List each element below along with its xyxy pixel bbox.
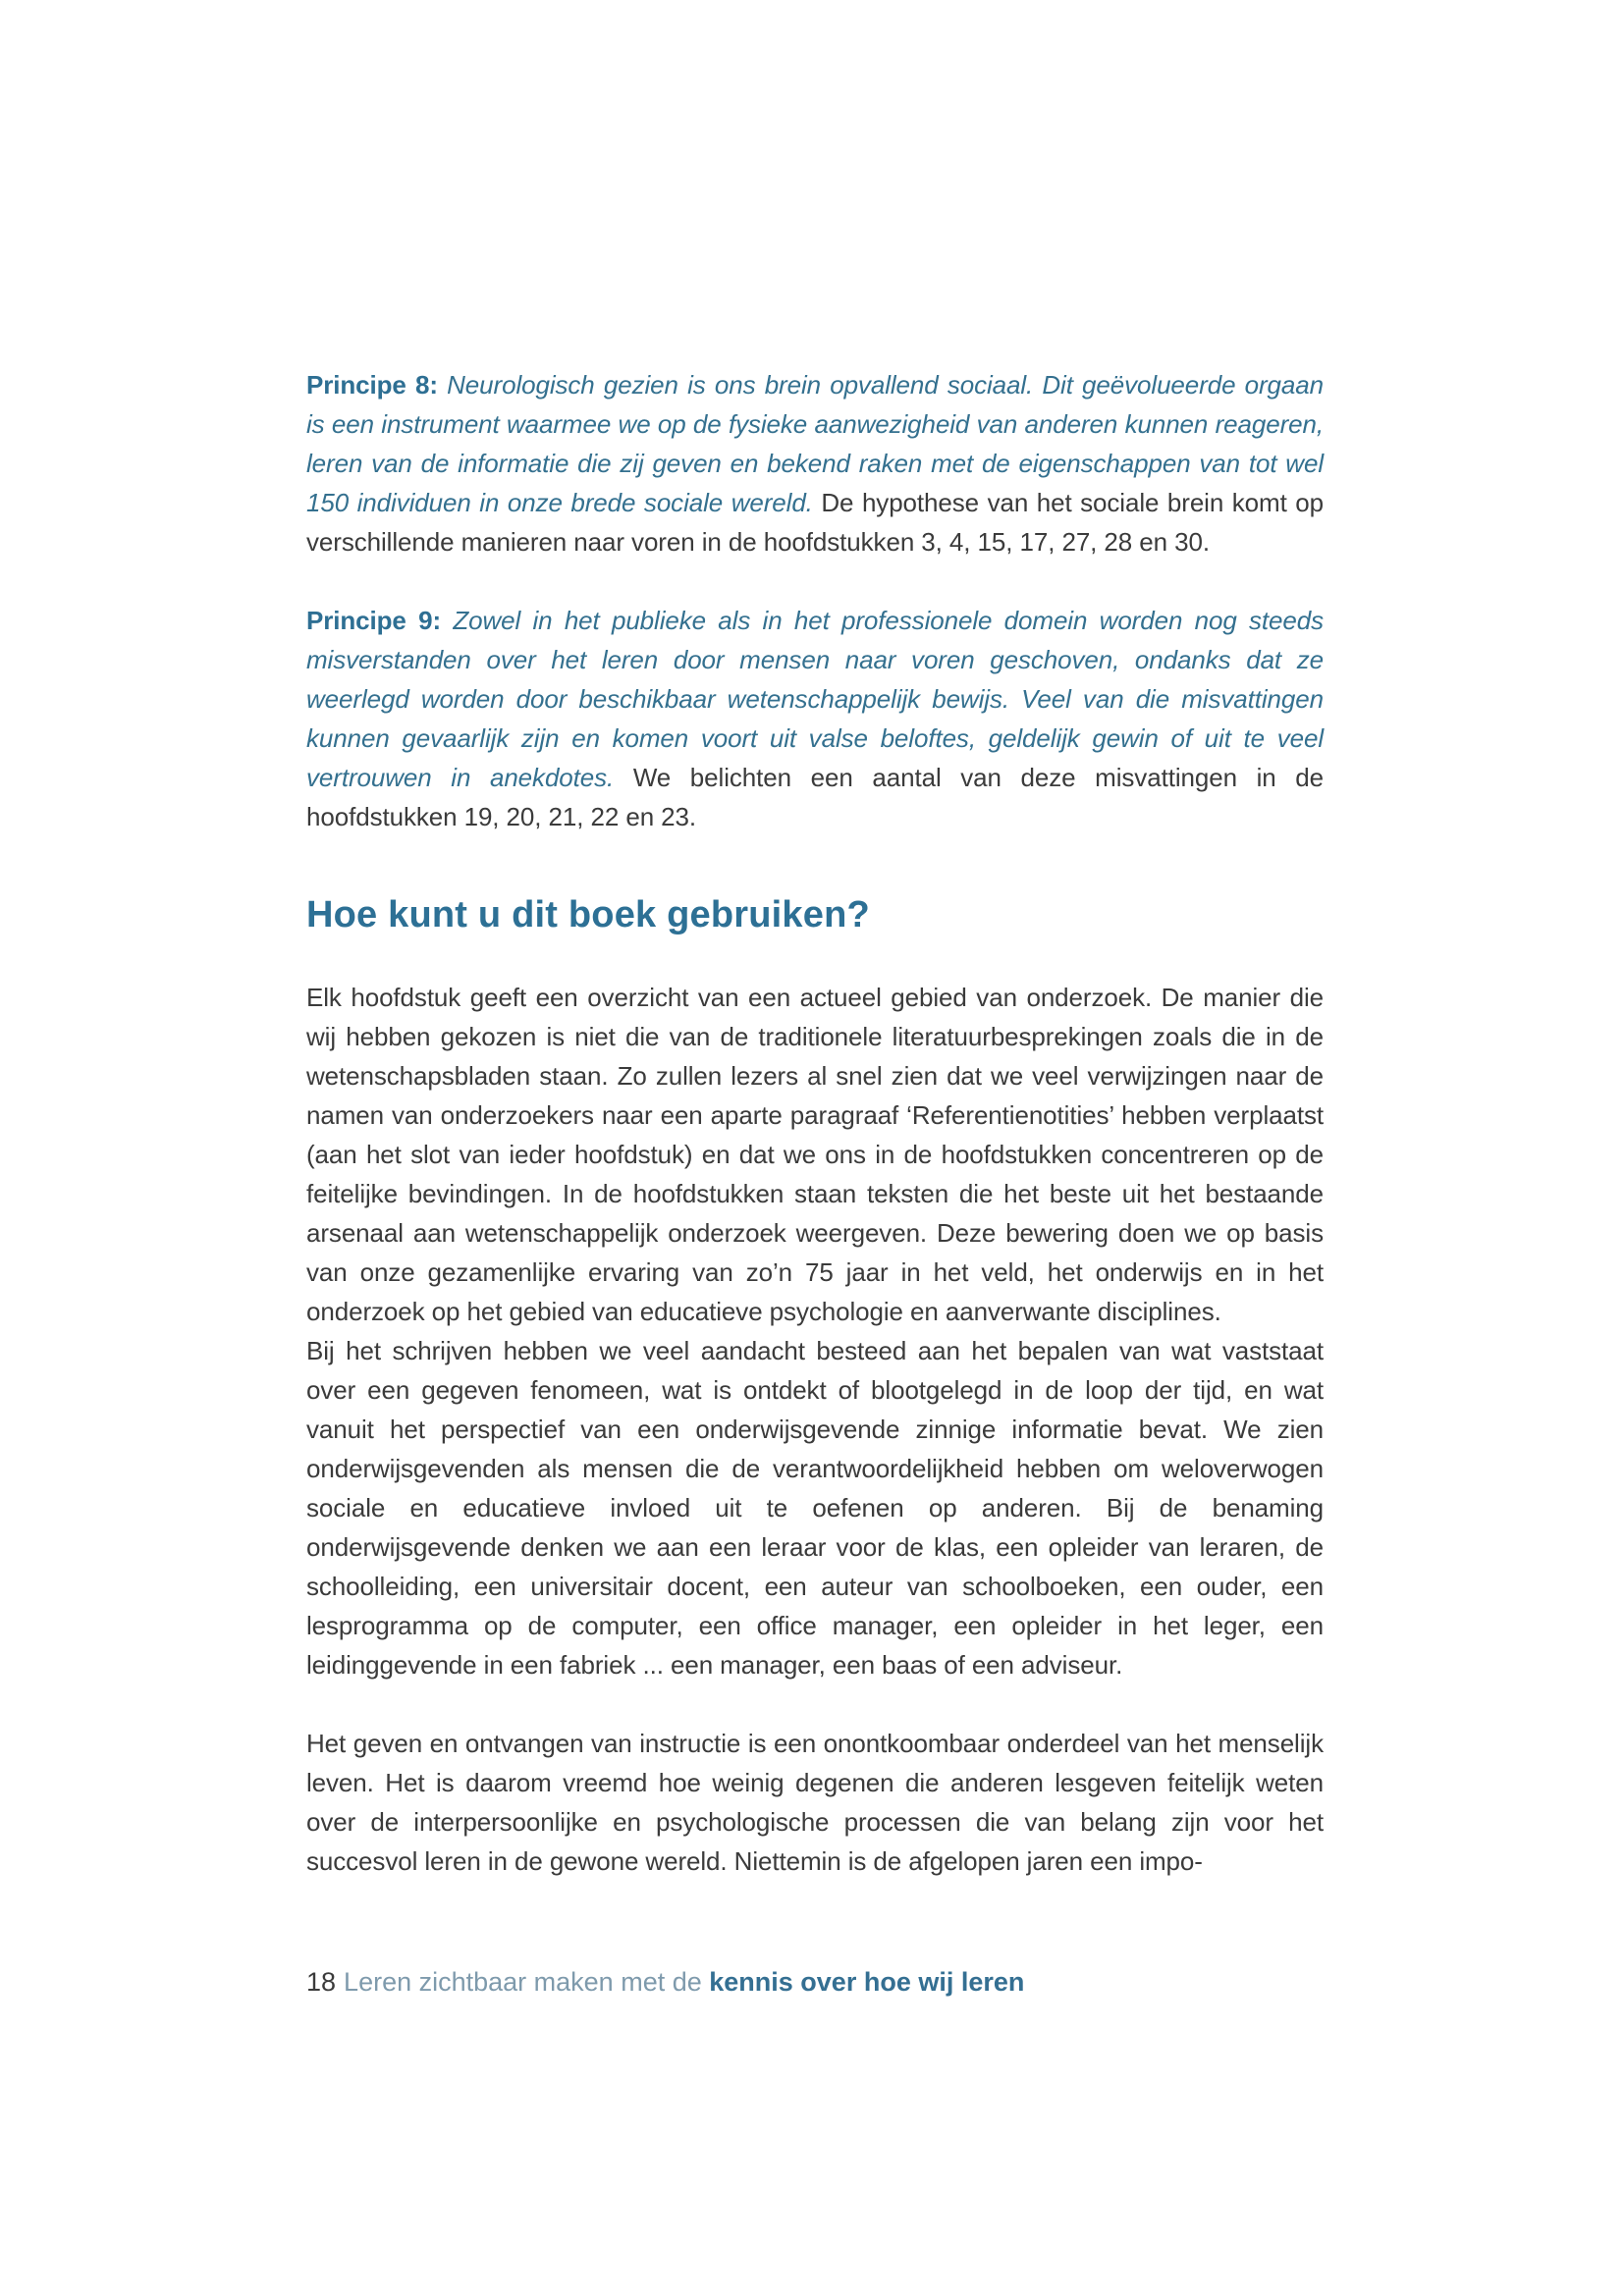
principle-9-paragraph: [306, 601, 1324, 836]
principle-9-regular-text: We belichten een aantal van deze misvattingen in de hoofdstukken 19, 20, 21, 22 en 23.: [306, 763, 1324, 831]
body-paragraph-3: Het geven en ontvangen van instructie is een onontkoombaar onderdeel van het menselijk leven. Het is daarom vreemd hoe weinig degenen die anderen lesgeven feitelijk weten over de interpersoonlijke en psychologische processen die van belang zijn voor het succesvol leren in de gewone wereld. Niettemin is de afgelopen jaren een impo-: [306, 1729, 1324, 1876]
page-footer: [306, 1965, 1024, 1999]
section-heading: Hoe kunt u dit boek gebruiken?: [306, 894, 870, 935]
principle-9-label: Principe 9:: [306, 606, 442, 635]
body-paragraph-2: Bij het schrijven hebben we veel aandacht besteed aan het bepalen van wat vaststaat over een gegeven fenomeen, wat is ontdekt of blootgelegd in de loop der tijd, en wat vanuit het perspectief van een onderwijsgevende zinnige informatie bevat. We zien onderwijsgevenden als mensen die de verantwoordelijkheid hebben om weloverwogen sociale en educatieve invloed uit te oefenen op anderen. Bij de benaming onderwijsgevende denken we aan een leraar voor de klas, een opleider van leraren, de schoolleiding, een universitair docent, een auteur van schoolboeken, een ouder, een lesprogramma op de computer, een office manager, een opleider in het leger, een leidinggevende in een fabriek ... een manager, een baas of een adviseur.: [306, 1336, 1324, 1680]
principle-9-italic-text: Zowel in het publieke als in het professionele domein worden nog steeds misverstanden over het leren door mensen naar voren geschoven, ondanks dat ze weerlegd worden door beschikbaar wetenschappelijk bewijs. Veel van die misvattingen kunnen gevaarlijk zijn en komen voort uit valse beloftes, geldelijk gewin of uit te veel vertrouwen in anekdotes.: [306, 606, 1324, 792]
footer-book-subtitle: kennis over hoe wij leren: [709, 1967, 1025, 1997]
principle-8-paragraph: [306, 365, 1324, 561]
principle-8-italic-text: Neurologisch gezien is ons brein opvallend sociaal. Dit geëvolueerde orgaan is een instrument waarmee we op de fysieke aanwezigheid van anderen kunnen reageren, leren van de informatie die zij geven en bekend raken met de eigenschappen van tot wel 150 individuen in onze brede sociale wereld.: [306, 370, 1324, 517]
body-paragraph-1: Elk hoofdstuk geeft een overzicht van een actueel gebied van onderzoek. De manier die wij hebben gekozen is niet die van de traditionele literatuurbesprekingen zoals die in de wetenschapsbladen staan. Zo zullen lezers al snel zien dat we veel verwijzingen naar de namen van onderzoekers naar een aparte paragraaf ‘Referentienotities’ hebben verplaatst (aan het slot van ieder hoofdstuk) en dat we ons in de hoofdstukken concentreren op de feitelijke bevindingen. In de hoofdstukken staan teksten die het beste uit het bestaande arsenaal aan wetenschappelijk onderzoek weergeven. Deze bewering doen we op basis van onze gezamenlijke ervaring van zo’n 75 jaar in het veld, het onderwijs en in het onderzoek op het gebied van educatieve psychologie en aanverwante disciplines.: [306, 983, 1324, 1326]
principle-8-regular-text: De hypothese van het sociale brein komt op verschillende manieren naar voren in de hoofdstukken 3, 4, 15, 17, 27, 28 en 30.: [306, 488, 1324, 557]
page-text-column: [306, 365, 1324, 1881]
footer-book-title: Leren zichtbaar maken met de: [344, 1967, 702, 1997]
principle-8-label: Principe 8:: [306, 370, 438, 400]
page-number: 18: [306, 1967, 337, 1997]
